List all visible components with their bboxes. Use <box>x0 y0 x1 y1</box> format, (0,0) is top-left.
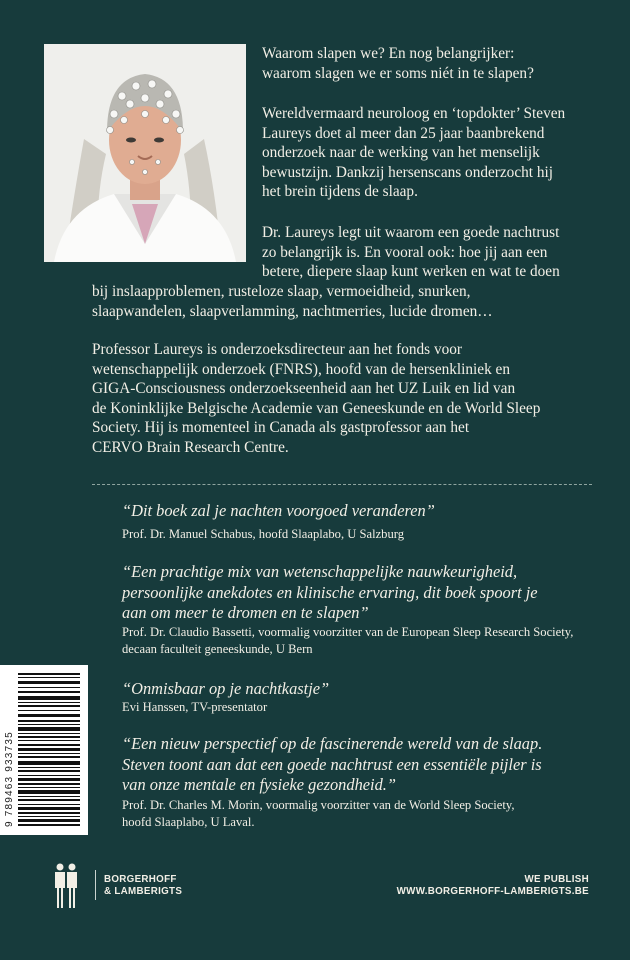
sleep-paragraph-line: bij inslaapproblemen, rusteloze slaap, vermoeidheid, snurken, <box>92 283 471 300</box>
quote-source <box>122 699 622 716</box>
publisher-tagline-line: WE PUBLISH <box>524 874 589 885</box>
author-bio <box>262 104 602 202</box>
sleep-paragraph-narrow <box>262 223 602 282</box>
sleep-paragraph-line: slaapwandelen, slaapverlamming, nachtmerries, lucide dromen… <box>92 302 493 320</box>
quote-source-line: Evi Hanssen, TV-presentator <box>122 700 268 714</box>
sleep-paragraph-line: betere, diepere slaap kunt werken en wat te doen <box>262 263 560 281</box>
publisher-logo-icon <box>52 862 80 910</box>
publisher-name-line: & LAMBERIGTS <box>104 886 183 897</box>
quote-source-line: Prof. Dr. Charles M. Morin, voormalig voorzitter van de World Sleep Society, <box>122 798 515 812</box>
professor-paragraph-line: GIGA-Consciousness onderzoekseenheid aan het UZ Luik en lid van <box>92 380 516 398</box>
professor-paragraph-line: wetenschappelijk onderzoek (FNRS), hoofd van de hersenkliniek en <box>92 360 510 378</box>
quote-line: “Een prachtige mix van wetenschappelijke nauwkeurigheid, <box>122 562 518 581</box>
quote-text <box>122 562 622 624</box>
quote-line: “Dit boek zal je nachten voorgoed veranderen” <box>122 501 435 520</box>
quote-source-line: decaan faculteit geneeskunde, U Bern <box>122 642 313 656</box>
quote-line: “Onmisbaar op je nachtkastje” <box>122 679 330 698</box>
professor-paragraph <box>92 340 592 458</box>
quote-line: Steven toont aan dat een goede nachtrust een essentiële pijler is <box>122 754 542 774</box>
intro-question-line: waarom slagen we er soms niét in te slapen? <box>262 64 534 82</box>
professor-paragraph-line: Professor Laureys is onderzoeksdirecteur aan het fonds voor <box>92 341 462 358</box>
quote-text <box>122 679 622 700</box>
publisher-website[interactable]: WWW.BORGERHOFF-LAMBERIGTS.BE <box>396 886 589 897</box>
quote-source <box>122 624 622 658</box>
author-bio-line: het brein tijdens de slaap. <box>262 183 418 201</box>
section-divider <box>92 484 592 485</box>
sleep-paragraph-wide <box>92 282 592 321</box>
quote-line: persoonlijke anekdotes en klinische ervaring, dit boek spoort je <box>122 582 538 602</box>
quote-text <box>122 734 622 796</box>
isbn-number: 9 789463 933735 <box>4 731 15 827</box>
quote-text <box>122 501 622 522</box>
publisher-figures-icon <box>52 862 80 910</box>
quote-source <box>122 797 622 831</box>
publisher-name <box>104 874 182 898</box>
quote-source <box>122 526 622 543</box>
professor-paragraph-line: de Koninklijke Belgische Academie van Geneeskunde en de World Sleep <box>92 399 541 417</box>
quote-source-line: Prof. Dr. Claudio Bassetti, voormalig voorzitter van de European Sleep Research Society, <box>122 625 574 639</box>
intro-question-line: Waarom slapen we? En nog belangrijker: <box>262 45 515 62</box>
sleep-paragraph-line: Dr. Laureys legt uit waarom een goede nachtrust <box>262 224 560 241</box>
author-bio-line: Laureys doet al meer dan 25 jaar baanbrekend <box>262 124 545 142</box>
quote-line: “Een nieuw perspectief op de fascinerende wereld van de slaap. <box>122 734 543 753</box>
author-bio-line: onderzoek naar de werking van het menselijk <box>262 144 540 162</box>
publisher-tagline <box>397 874 589 898</box>
sleep-paragraph-line: zo belangrijk is. En vooral ook: hoe jij aan een <box>262 243 548 261</box>
professor-paragraph-line: CERVO Brain Research Centre. <box>92 438 289 456</box>
quote-line: van onze mentale en fysieke gezondheid.” <box>122 775 397 794</box>
logo-divider <box>95 870 96 900</box>
quote-line: aan om meer te dromen en te slapen” <box>122 603 369 622</box>
professor-paragraph-line: Society. Hij is momenteel in Canada als gastprofessor aan het <box>92 419 470 437</box>
author-photo-illustration <box>44 44 246 262</box>
quote-source-line: hoofd Slaaplabo, U Laval. <box>122 815 255 829</box>
author-bio-line: bewustzijn. Dankzij hersenscans onderzocht hij <box>262 163 553 181</box>
author-bio-line: Wereldvermaard neuroloog en ‘topdokter’ Steven <box>262 105 566 122</box>
intro-question <box>262 44 602 83</box>
author-photo <box>44 44 246 262</box>
quote-source-line: Prof. Dr. Manuel Schabus, hoofd Slaaplabo, U Salzburg <box>122 527 405 541</box>
publisher-name-line: BORGERHOFF <box>104 874 177 885</box>
